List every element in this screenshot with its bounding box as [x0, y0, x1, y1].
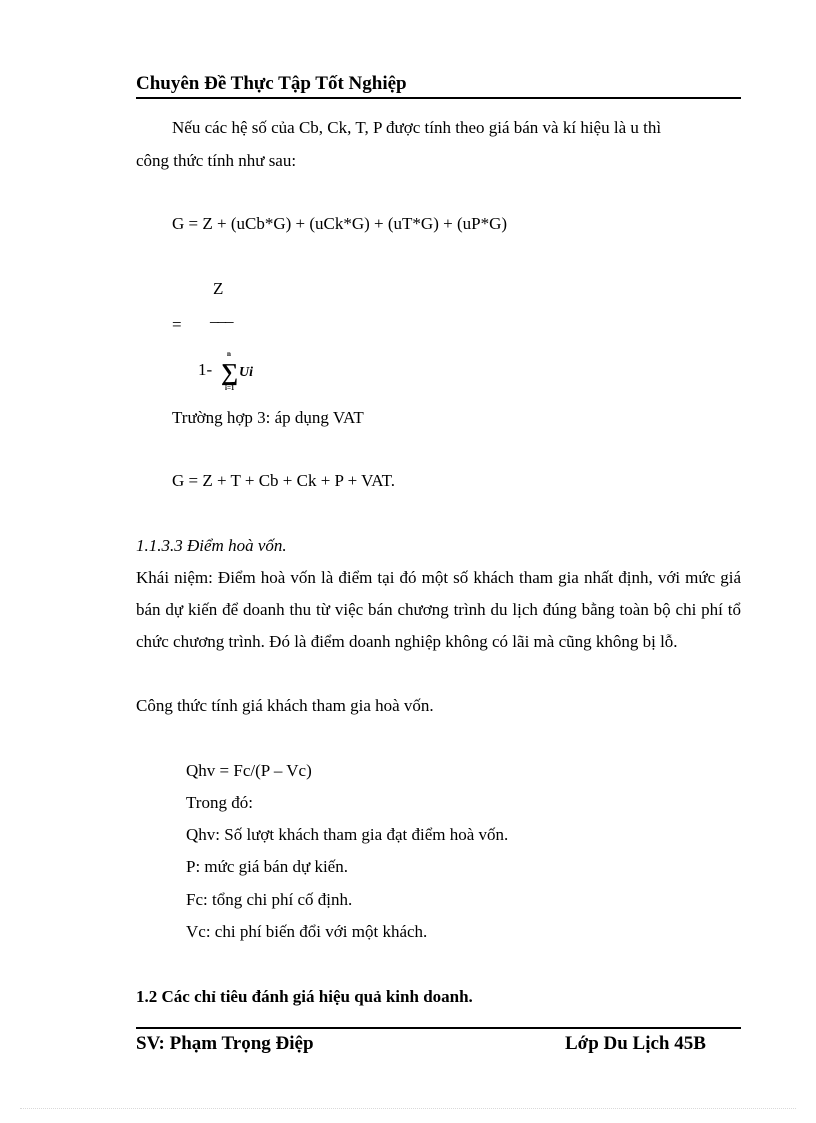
- header-rule: [136, 97, 741, 99]
- page-header-title: Chuyên Đề Thực Tập Tốt Nghiệp: [136, 73, 407, 94]
- definition-qhv: Qhv: Số lượt khách tham gia đạt điểm hoà vốn.: [186, 825, 509, 844]
- footer-student: SV: Phạm Trọng Điệp: [136, 1033, 314, 1054]
- fraction-equals: =: [172, 315, 182, 334]
- section-heading-1-1-3-3: 1.1.3.3 Điểm hoà vốn.: [136, 536, 287, 555]
- page-bottom-divider: [20, 1108, 796, 1109]
- footer-rule: [136, 1027, 741, 1029]
- svg-text:i=1: i=1: [225, 384, 235, 392]
- definition-vc: Vc: chi phí biến đổi với một khách.: [186, 922, 428, 941]
- section-heading-1-2: 1.2 Các chỉ tiêu đánh giá hiệu quả kinh doanh.: [136, 987, 473, 1006]
- sum-ui-formula: [220, 350, 264, 394]
- fraction-numerator: Z: [213, 279, 224, 298]
- case-3-label: Trường hợp 3: áp dụng VAT: [172, 408, 364, 427]
- concept-paragraph: Khái niệm: Điểm hoà vốn là điểm tại đó một số khách tham gia nhất định, với mức giá bán dự kiến để doanh thu từ việc bán chương trình du lịch đúng bằng toàn bộ chi phí tổ chức chương trình. Đó là điểm doanh nghiệp không có lãi mà cũng không bị lỗ.: [136, 568, 741, 651]
- intro-line-2: công thức tính như sau:: [136, 151, 297, 170]
- definition-p: P: mức giá bán dự kiến.: [186, 857, 348, 876]
- sum-icon: [220, 350, 264, 394]
- fraction-bar: ___: [210, 306, 233, 325]
- intro-line-1: Nếu các hệ số của Cb, Ck, T, P được tính theo giá bán và kí hiệu là u thì: [172, 118, 662, 137]
- break-even-formula: Qhv = Fc/(P – Vc): [186, 761, 312, 780]
- fraction-denominator-prefix: 1-: [198, 360, 213, 379]
- svg-text:Ui: Ui: [239, 365, 253, 380]
- svg-text:∑: ∑: [221, 360, 239, 386]
- formula-price-u: G = Z + (uCb*G) + (uCk*G) + (uT*G) + (uP*G): [172, 214, 508, 233]
- definition-fc: Fc: tổng chi phí cố định.: [186, 890, 353, 909]
- formula-price-vat: G = Z + T + Cb + Ck + P + VAT.: [172, 471, 396, 490]
- svg-text:n: n: [227, 350, 231, 358]
- formula-intro: Công thức tính giá khách tham gia hoà vốn.: [136, 696, 434, 715]
- where-label: Trong đó:: [186, 793, 253, 812]
- footer-class: Lớp Du Lịch 45B: [565, 1033, 706, 1054]
